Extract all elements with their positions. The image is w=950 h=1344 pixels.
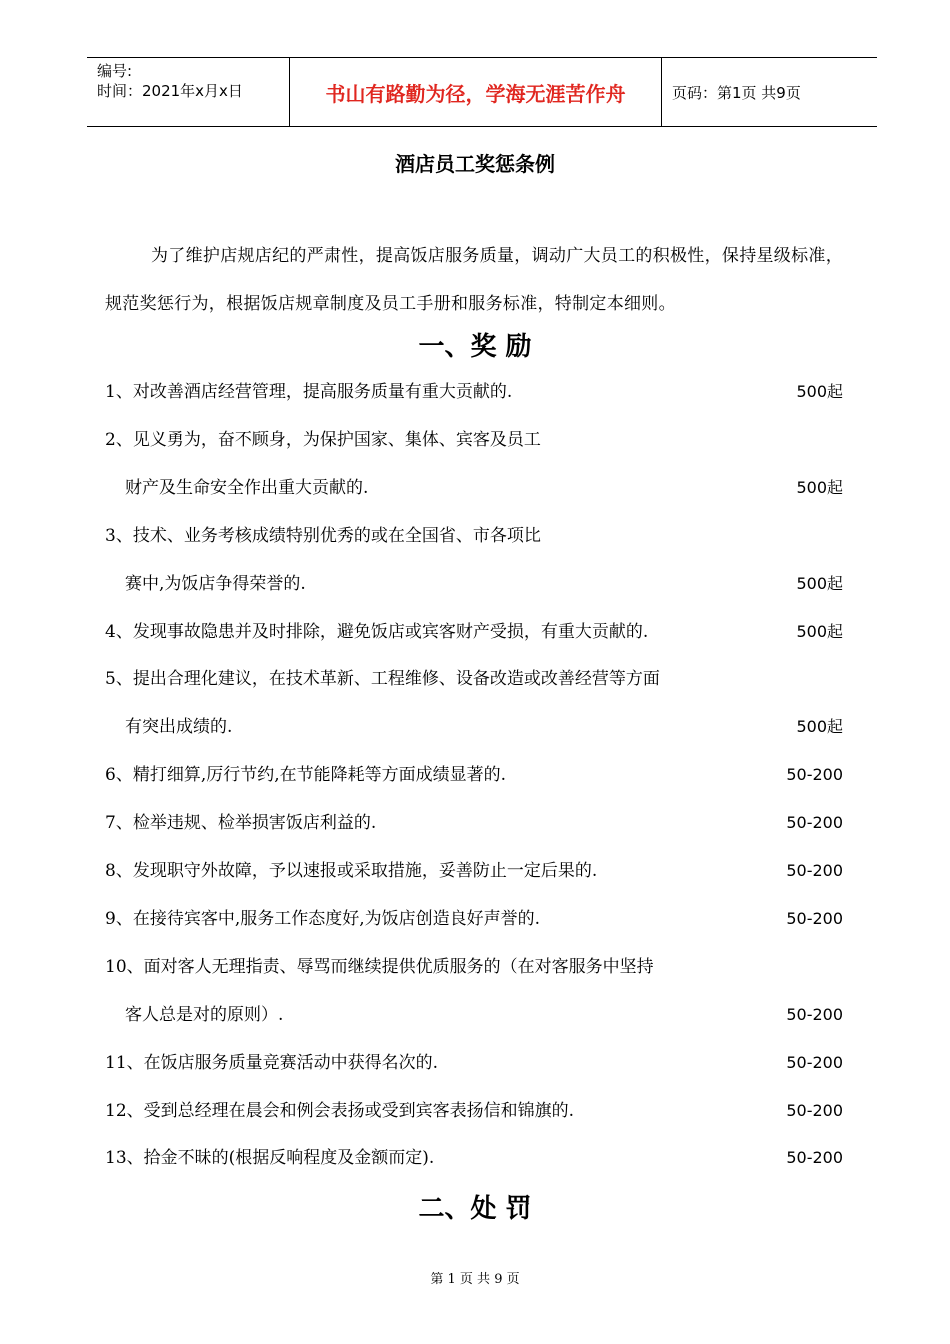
reward-item-amount: 50-200 bbox=[786, 1100, 843, 1120]
section-title-rewards: 一、奖 励 bbox=[418, 332, 532, 362]
reward-item-amount: 500起 bbox=[796, 573, 843, 593]
reward-item-text: 13、拾金不昧的(根据反响程度及金额而定). bbox=[105, 1148, 435, 1169]
reward-item bbox=[105, 428, 843, 452]
reward-item-amount: 50-200 bbox=[786, 1004, 843, 1024]
reward-item bbox=[105, 1099, 843, 1123]
reward-item-amount: 50-200 bbox=[786, 765, 843, 785]
reward-item bbox=[105, 1146, 843, 1170]
header-page-info: 页码：第1页 共9页 bbox=[672, 83, 801, 102]
document-title: 酒店员工奖惩条例 bbox=[395, 152, 555, 176]
reward-item-text: 客人总是对的原则）. bbox=[125, 1004, 284, 1025]
reward-item-continuation bbox=[105, 476, 843, 500]
reward-item bbox=[105, 667, 843, 691]
reward-item-text: 有突出成绩的. bbox=[125, 717, 233, 738]
reward-item bbox=[105, 955, 843, 979]
reward-item bbox=[105, 907, 843, 931]
reward-item bbox=[105, 763, 843, 787]
intro-paragraph: 为了维护店规店纪的严肃性，提高饭店服务质量，调动广大员工的积极性，保持星级标准，规范奖惩行为，根据饭店规章制度及员工手册和服务标准，特制定本细则。 bbox=[105, 246, 843, 314]
reward-item-amount: 500起 bbox=[796, 477, 843, 497]
reward-item bbox=[105, 380, 843, 404]
reward-item bbox=[105, 620, 843, 644]
reward-item-text: 12、受到总经理在晨会和例会表扬或受到宾客表扬信和锦旗的. bbox=[105, 1100, 575, 1121]
reward-item-amount: 500起 bbox=[796, 382, 843, 401]
reward-item-amount: 500起 bbox=[796, 621, 843, 641]
reward-item bbox=[105, 811, 843, 835]
reward-item-text: 8、发现职守外故障，予以速报或采取措施，妥善防止一定后果的. bbox=[105, 861, 598, 881]
page-header bbox=[87, 57, 877, 127]
reward-item-text: 2、见义勇为，奋不顾身，为保护国家、集体、宾客及员工 bbox=[105, 429, 541, 450]
reward-item-amount: 50-200 bbox=[786, 908, 843, 928]
header-motto: 书山有路勤为径，学海无涯苦作舟 bbox=[289, 58, 662, 126]
number-label: 编号: bbox=[97, 62, 133, 80]
time-label: 时间：2021年x月x日 bbox=[97, 82, 243, 100]
reward-item bbox=[105, 1051, 843, 1075]
reward-item-amount: 50-200 bbox=[786, 813, 843, 833]
reward-item-text: 1、对改善酒店经营管理，提高服务质量有重大贡献的. bbox=[105, 382, 513, 402]
page-footer: 第 1 页 共 9 页 bbox=[430, 1272, 520, 1287]
header-meta bbox=[87, 58, 289, 126]
reward-item-text: 3、技术、业务考核成绩特别优秀的或在全国省、市各项比 bbox=[105, 525, 541, 546]
reward-item-amount: 50-200 bbox=[786, 1148, 843, 1168]
reward-item-amount: 50-200 bbox=[786, 861, 843, 880]
reward-item-text: 7、检举违规、检举损害饭店利益的. bbox=[105, 813, 377, 834]
reward-item-text: 9、在接待宾客中,服务工作态度好,为饭店创造良好声誉的. bbox=[105, 908, 541, 929]
section-title-penalties: 二、处 罚 bbox=[418, 1194, 532, 1224]
reward-item-text: 赛中,为饭店争得荣誉的. bbox=[125, 573, 306, 594]
reward-item-text: 4、发现事故隐患并及时排除，避免饭店或宾客财产受损，有重大贡献的. bbox=[105, 621, 649, 642]
reward-item-amount: 500起 bbox=[796, 717, 843, 737]
reward-item-text: 5、提出合理化建议，在技术革新、工程维修、设备改造或改善经营等方面 bbox=[105, 669, 660, 690]
reward-item-continuation bbox=[105, 1003, 843, 1027]
reward-item-text: 6、精打细算,厉行节约,在节能降耗等方面成绩显著的. bbox=[105, 765, 507, 786]
reward-item-text: 11、在饭店服务质量竞赛活动中获得名次的. bbox=[105, 1052, 439, 1073]
reward-item-amount: 50-200 bbox=[786, 1052, 843, 1072]
reward-item bbox=[105, 524, 843, 548]
reward-item-text: 10、面对客人无理指责、辱骂而继续提供优质服务的（在对客服务中坚持 bbox=[105, 956, 654, 977]
reward-item bbox=[105, 859, 843, 883]
reward-item-continuation bbox=[105, 715, 843, 739]
reward-item-continuation bbox=[105, 572, 843, 596]
reward-item-text: 财产及生命安全作出重大贡献的. bbox=[125, 477, 369, 498]
